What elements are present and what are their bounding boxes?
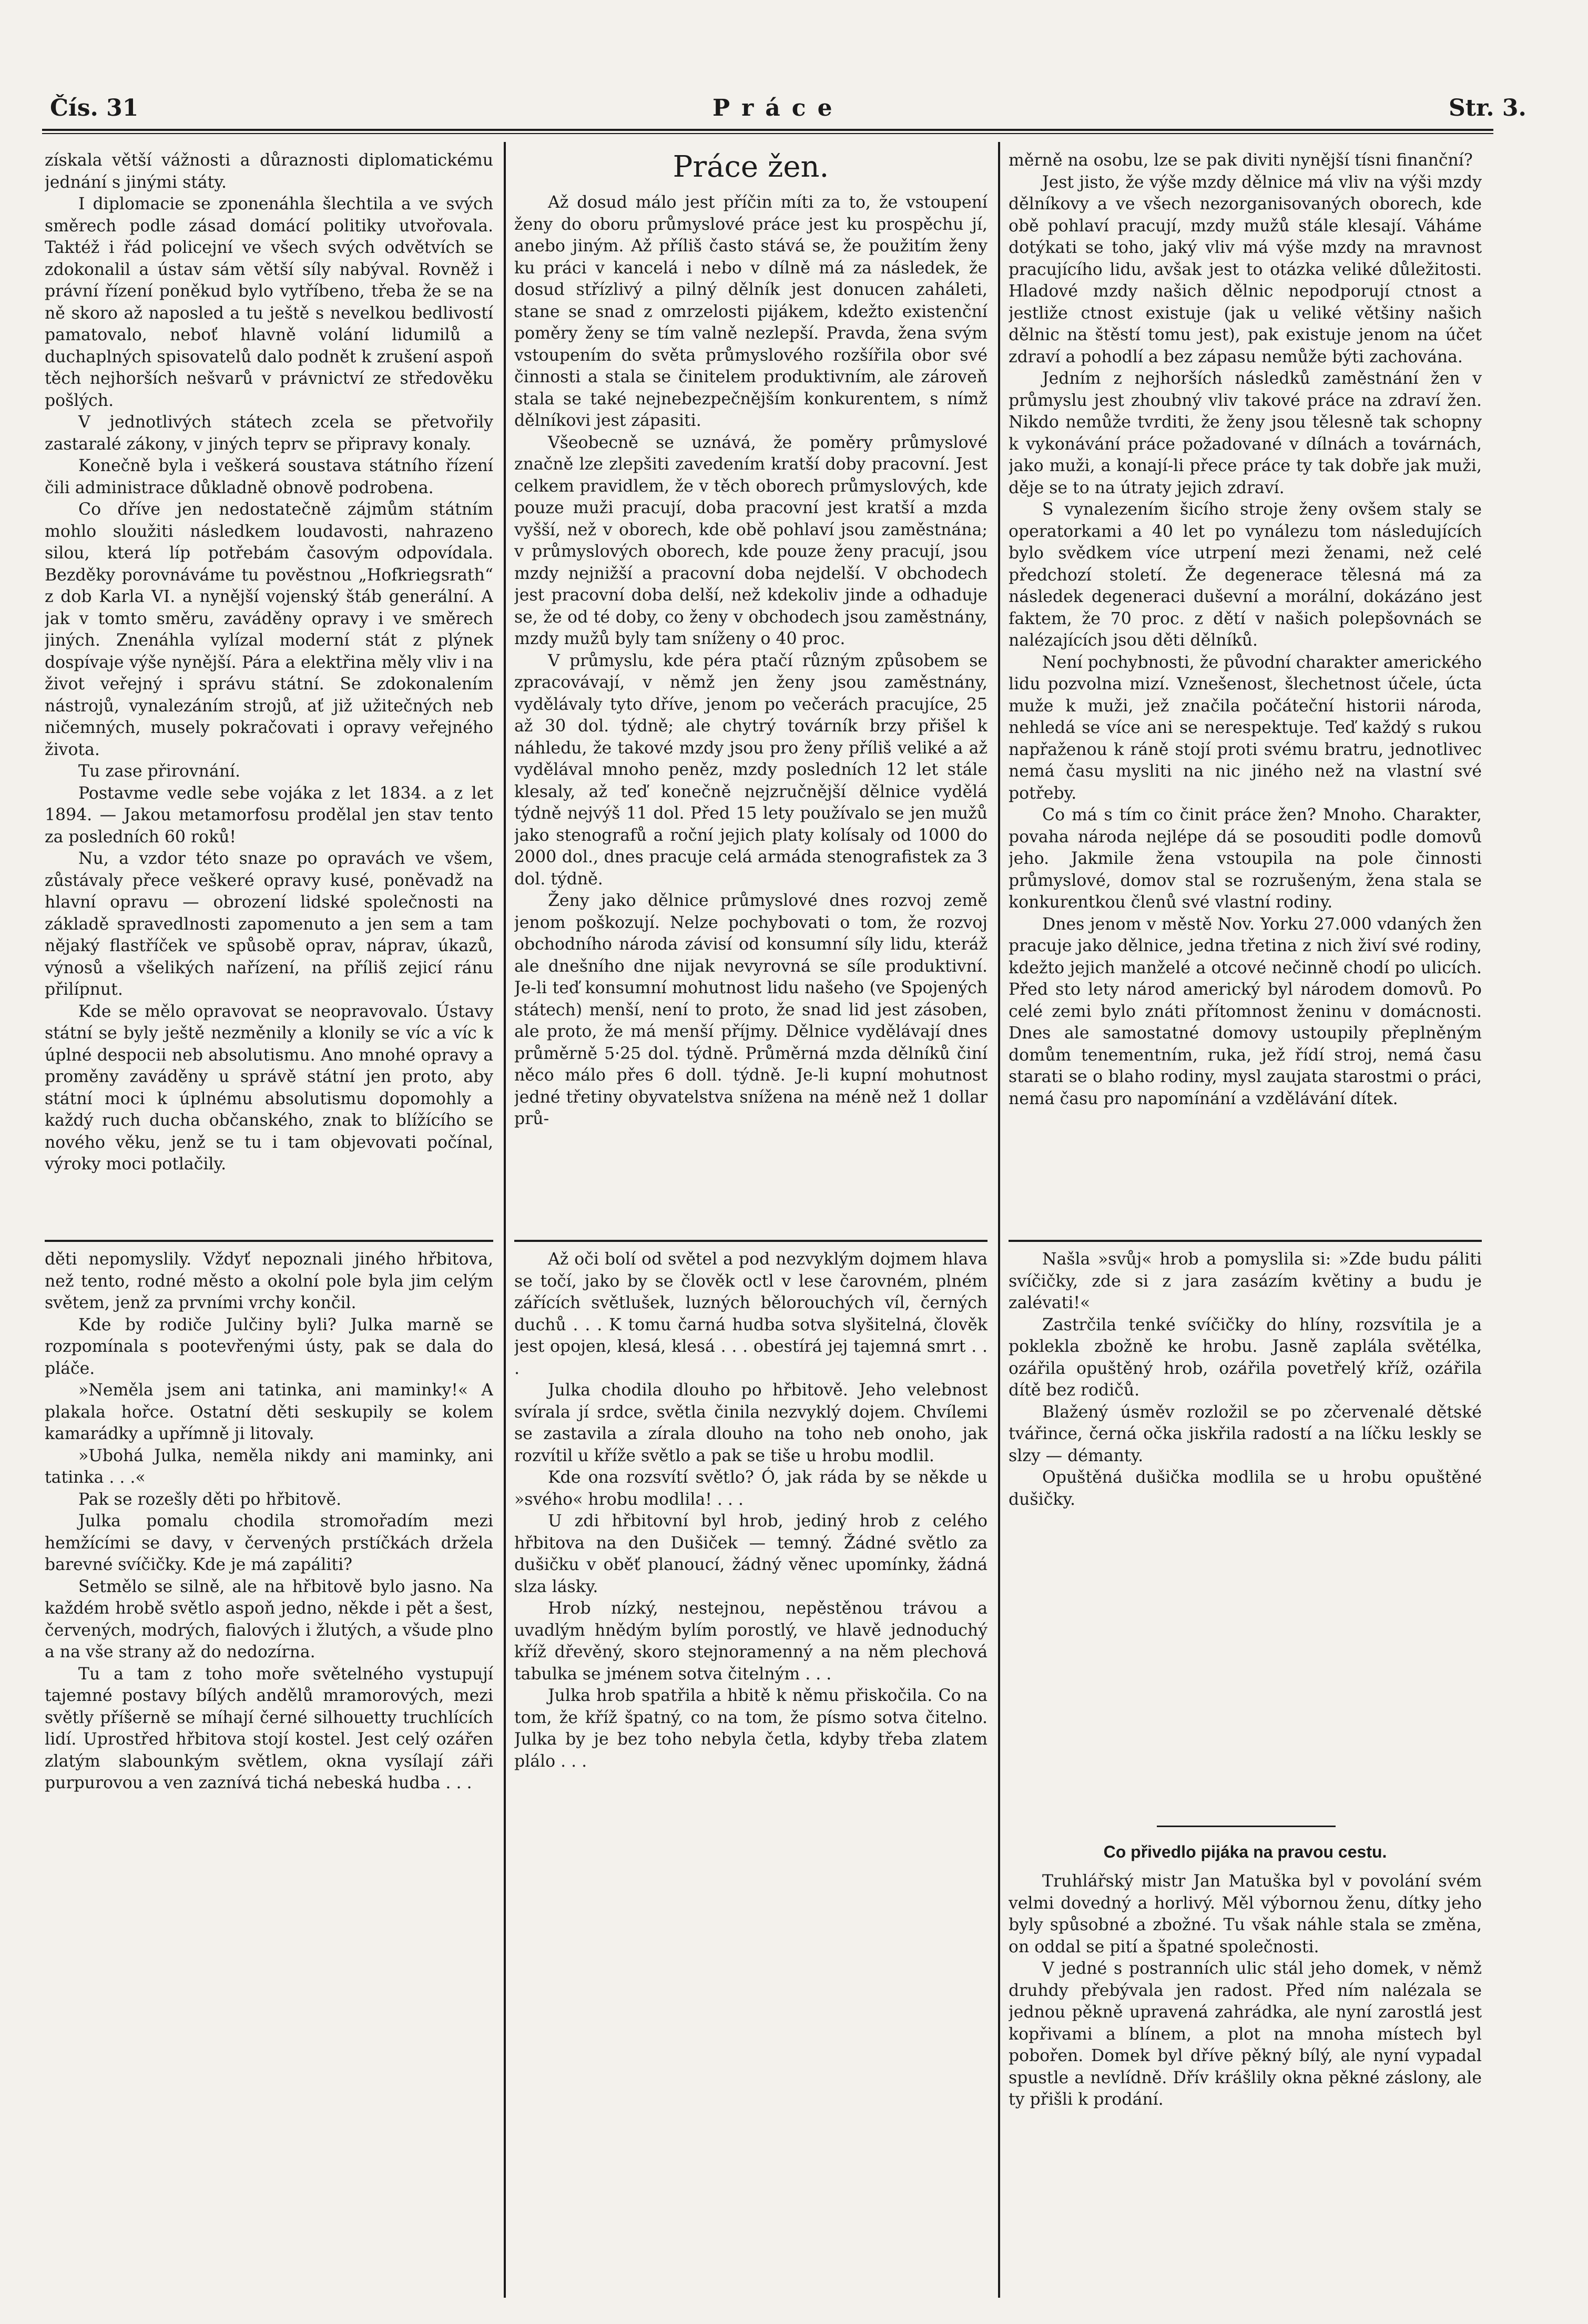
paragraph: V průmyslu, kde péra ptačí různým způsobem se zpracovávají, v němž jen ženy jsou zaměstnány, vydělávaly tyto dříve, jenom po večerách pracujíce, 25 až 30 dol. týdně; ale chytrý továrník brzy přišel k náhledu, že takové mzdy jsou pro ženy příliš veliké a až vydělával mnoho peněz, mzdy posledních 12 let stále klesaly, až teď konečně nejzručnější dělnice vydělá týdně nejvýš 11 dol. Před 15 lety používalo se jen mužů jako stenografů a roční jejich platy kolísaly od 1000 do 2000 dol., dnes pracuje celá armáda stenografistek za 3 dol. týdně.	[514, 651, 988, 889]
column-2-top	[514, 150, 988, 1233]
paragraph: měrně na osobu, lze se pak diviti nynější tísni finanční?	[1009, 151, 1473, 170]
column-divider-2	[998, 142, 1000, 2298]
paragraph: Hrob nízký, nestejnou, nepěstěnou trávou a uvadlým hnědým bylím porostlý, ve hlavě jednoduchý kříž dřevěný, skoro stejnoramenný a na něm plechová tabulka se jménem sotva čitelným . . .	[514, 1599, 988, 1684]
story-column	[1009, 1840, 1482, 2295]
section-rule-2	[514, 1240, 988, 1242]
paragraph: Jest jisto, že výše mzdy dělnice má vliv na výši mzdy dělníkovy a ve všech nezorganisovaných oborech, kde obě pohlaví pracují, mzdy mužů stále klesají. Váháme dotýkati se toho, jaký vliv má výše mzdy na mravnost pracujícího lidu, avšak jest to otázka veliké důležitosti. Hladové mzdy našich dělnic nepodporují ctnost a jestliže ctnost existuje (jak u veliké většiny našich dělnic na štěstí tomu jest), pak existuje jenom na účet zdraví a pohodlí a bez zápasu nemůže býti zachována.	[1009, 172, 1482, 366]
paragraph: S vynalezením šicího stroje ženy ovšem staly se operatorkami a 40 let po vynálezu tom následujících bylo svědkem více utrpení mezi ženami, než celé předchozí století. Že degenerace tělesná má za následek degeneraci duševní a morální, dokázáno jest faktem, že 70 proc. z dětí v našich polepšovnách se nalézajících jsou děti dělníků.	[1009, 500, 1482, 650]
paragraph: Až oči bolí od světel a pod nezvyklým dojmem hlava se točí, jako by se člověk octl v lese čarovném, plném zářících světlušek, luzných bělorouchých víl, černých duchů . . . K tomu čarná hudba sotva slyšitelná, člověk jest opojen, klesá, klesá . . . obestírá jej tajemná smrt . . .	[514, 1250, 988, 1378]
paragraph: Dnes jenom v městě Nov. Yorku 27.000 vdaných žen pracuje jako dělnice, jedna třetina z nich živí své rodiny, kdežto jejich manželé a otcové nečinně chodí po ulicích. Před sto lety národ americký byl národem domovů. Po celé zemi bylo znáti přítomnost ženinu v domácnosti. Dnes ale samostatné domovy ustoupily přeplněným domům tenementním, ruka, jež řídí stroj, nemá času starati se o blaho rodiny, mysl zaujata starostmi o práci, nemá času pro napomínání a vzdělávání dítek.	[1009, 914, 1482, 1108]
column-1-top	[45, 150, 493, 1233]
paragraph: V jedné s postranních ulic stál jeho domek, v němž druhdy přebývala jen radost. Před ním nalézala se jednou pěkně upravená zahrádka, ale nyní zarostlá jest kopřivami a blínem, a plot na mnoha místech byl pobořen. Domek byl dříve pěkný bílý, ale nyní vypadal spustle a nevlídně. Dřív krášlily okna pěkné záslony, ale ty přišli k prodání.	[1009, 1959, 1482, 2109]
header-rule-thin	[42, 133, 1493, 134]
paragraph: Kde by rodiče Julčiny byli? Julka marně se rozpomínala s pootevřenými ústy, pak se dala do pláče.	[45, 1315, 493, 1378]
column-divider-1	[504, 142, 506, 2298]
story-title: Co přivedlo pijáka na pravou cestu.	[1103, 1842, 1387, 1861]
paragraph: Všeobecně se uznává, že poměry průmyslové značně lze zlepšiti zavedením kratší doby pracovní. Jest celkem pravidlem, že v těch oborech průmyslových, kde pouze muži pracují, doba pracovní jest kratší a mzda vyšší, než v oborech, kde obě pohlaví jsou zaměstnána; v průmyslových oborech, kde pouze ženy pracují, jsou mzdy nejnižší a pracovní doba nejdelší. V obchodech jest pracovní doba delší, než kdekoliv jinde a odhaduje se, že od té doby, co ženy v obchodech jsou zaměstnány, mzdy mužů byly tam sníženy o 40 proc.	[514, 433, 988, 648]
paragraph: Truhlářský mistr Jan Matuška byl v povolání svém velmi dovedný a horlivý. Měl výbornou ženu, dítky jeho byly spůsobné a zbožné. Tu však náhle stala se změna, on oddal se pití a špatné společnosti.	[1009, 1872, 1482, 1956]
paragraph: Julka hrob spatřila a hbitě k němu přiskočila. Co na tom, že kříž špatný, co na tom, že písmo sotva čitelno. Julka by je bez toho nebyla četla, kdyby třeba zlatem plálo . . .	[514, 1686, 988, 1771]
paragraph: Opuštěná dušička modlila se u hrobu opuštěné dušičky.	[1009, 1468, 1482, 1509]
paragraph: »Ubohá Julka, neměla nikdy ani maminky, ani tatinka . . .«	[45, 1446, 493, 1487]
header-rule	[42, 129, 1493, 131]
paragraph: získala větší vážnosti a důraznosti diplomatickému jednání s jinými státy.	[45, 151, 493, 192]
paragraph: Není pochybnosti, že původní charakter amerického lidu pozvolna mizí. Vznešenost, šlechetnost účele, úcta muže k muži, jež značila počáteční historii národa, nehledá se více ani se nerespektuje. Teď každý s rukou napřaženou k ráně stojí proti svému bratru, jednotlivec nemá času mysliti na nic jiného než na vlastní své potřeby.	[1009, 653, 1482, 803]
paragraph: Postavme vedle sebe vojáka z let 1834. a z let 1894. — Jakou metamorfosu prodělal jen stav tento za posledních 60 roků!	[45, 783, 493, 847]
masthead: Práce	[712, 95, 844, 121]
paragraph: Nu, a vzdor této snaze po opravách ve všem, zůstávaly přece veškeré opravy kusé, poněvadž na hlavní opravu — obrození lidské společnosti na základě spravedlnosti zapomenuto a jen sem a tam nějaký flastříček ve spůsobě oprav, náprav, úkazů, výnosů a všelikých nařízení, na příliš zejicí ránu přilípnut.	[45, 849, 493, 999]
paragraph: Blažený úsměv rozložil se po zčervenalé dětské tvářince, černá očka jiskřila radostí a na líčku leskly se slzy — démanty.	[1009, 1402, 1482, 1465]
section-rule-1	[45, 1240, 493, 1242]
paragraph: »Neměla jsem ani tatinka, ani maminky!« A plakala hořce. Ostatní děti seskupily se kolem kamarádky a upřímně ji litovaly.	[45, 1381, 493, 1443]
paragraph: Zastrčila tenké svíčičky do hlíny, rozsvítila je a poklekla zbožně ke hrobu. Jasně zaplála světélka, ozářila opuštěný hrob, ozářila povetřelý kříž, ozářila dítě bez rodičů.	[1009, 1315, 1482, 1400]
issue-number: Čís. 31	[50, 95, 139, 121]
paragraph: I diplomacie se zponenáhla šlechtila a ve svých směrech podle zásad domácí politiky utvořovala. Taktéž i řád policejní ve všech svých odvětvích se zdokonalil a ústav sám větší síly nabýval. Rovněž i právní řízení poněkud bylo vytříbeno, třeba že se na ně skoro až naposled a tu ještě s nevelkou bedlivostí pamatovalo, neboť hlavně volání lidumilů a duchaplných spisovatelů dalo podnět k zrušení aspoň těch nejhorších nešvarů v právnictví ze středověku pošlých.	[45, 195, 493, 410]
paragraph: Ženy jako dělnice průmyslové dnes rozvoj země jenom poškozují. Nelze pochybovati o tom, že rozvoj obchodního národa závisí od konsumní síly lidu, kteráž ale dnešního dne nijak nevyrovná se síle produktivní. Je-li teď konsumní mohutnost lidu našeho (ve Spojených státech) menší, není to proto, že snad lid jest zásoben, ale proto, že má menší příjmy. Dělnice vydělávají dnes průměrně 5·25 dol. týdně. Průměrná mzda dělníků činí něco málo přes 6 doll. týdně. Je-li kupní mohutnost jedné třetiny obyvatelstva snížena na méně než 1 dollar prů-	[514, 891, 988, 1128]
paragraph: Jedním z nejhorších následků zaměstnání žen v průmyslu jest zhoubný vliv takové práce na zdraví žen. Nikdo nemůže tvrditi, že ženy jsou tělesně tak schopny k vykonávání práce požadované v dílnách a továrnách, jako muži, a konají-li přece práce ty tak dobře jak muži, děje se to na útraty jejich zdraví.	[1009, 369, 1482, 497]
paragraph: Co dříve jen nedostatečně zájmům státním mohlo sloužiti následkem loudavosti, nahrazeno silou, která líp potřebám časovým odpovídala. Bezděky porovnáváme tu pověstnou „Hofkriegsrath“ z dob Karla VI. a nynější vojenský štáb generální. A jak v tomto směru, zaváděny opravy i ve směrech jiných. Znenáhla vylízal moderní stát z plýnek dospívaje výše nynější. Pára a elektřina měly vliv i na život veřejný i správu státní. Se zdokonalením nástrojů, vynalezáním strojů, ať již užitečných neb ničemných, musely pokračovati i opravy veřejného života.	[45, 500, 493, 759]
article-title: Práce žen.	[673, 150, 829, 184]
paragraph: Co má s tím co činit práce žen? Mnoho. Charakter, povaha národa nejlépe dá se posouditi podle domovů jeho. Jakmile žena vstoupila na pole činnosti průmyslové, domov stal se rozrušeným, žena stala se konkurentkou členů své vlastní rodiny.	[1009, 806, 1482, 912]
story-separator	[1157, 1826, 1336, 1827]
column-1-bottom	[45, 1249, 493, 2295]
column-3-bottom	[1009, 1249, 1482, 1817]
paragraph: Konečně byla i veškerá soustava státního řízení čili administrace důkladně obnově podrobena.	[45, 456, 493, 497]
paragraph: Tu zase přirovnání.	[78, 762, 241, 781]
column-2-bottom	[514, 1249, 988, 2295]
paragraph: Julka chodila dlouho po hřbitově. Jeho velebnost svírala jí srdce, světla činila nezvyklý dojem. Chvílemi se zastavila a zírala dlouho na toho neb onoho, jak rozvítil u kříže světlo a pak se tiše u hrobu modlil.	[514, 1381, 988, 1465]
paragraph: Julka pomalu chodila stromořadím mezi hemžícími se davy, v červených prstíčkách držela barevné svíčičky. Kde je má zapáliti?	[45, 1512, 493, 1574]
paragraph: Až dosud málo jest příčin míti za to, že vstoupení ženy do oboru průmyslové práce jest ku prospěchu jí, anebo jiným. Až příliš často stává se, že použitím ženy ku práci v kancelá i nebo v dílně má za následek, že dosud střízlivý a pilný dělník jest donucen zaháleti, stane se snad z omrzelosti pijákem, kdežto existenční poměry ženy se tím valně nezlepší. Pravda, žena svým vstoupením do světa průmyslového rozšířila obor své činnosti a stala se činitelem produktivním, ale zároveň stala se také nejnebezpečnějším konkurentem, s nímž dělníkovi jest zápasiti.	[514, 193, 988, 430]
paragraph: Setmělo se silně, ale na hřbitově bylo jasno. Na každém hrobě světlo aspoň jedno, někde i pět a šest, červených, modrých, fialových i žlutých, a všude plno a na vše strany až do nedozírna.	[45, 1577, 493, 1662]
section-rule-3	[1009, 1240, 1482, 1242]
column-3-top	[1009, 150, 1482, 1233]
paragraph: Pak se rozešly děti po hřbitově.	[78, 1490, 342, 1509]
paragraph: U zdi hřbitovní byl hrob, jediný hrob z celého hřbitova na den Dušiček — temný. Žádné světlo za dušičku v oběť planoucí, žádný věnec upomínky, žádná slza lásky.	[514, 1512, 988, 1596]
paragraph: Tu a tam z toho moře světelného vystupují tajemné postavy bílých andělů mramorových, mezi světly příšerně se míhají černé silhouetty truchlících lidí. Uprostřed hřbitova stojí kostel. Jest celý ozářen zlatým slabounkým světlem, okna vysílají záři purpurovou a ven zaznívá tichá nebeská hudba . . .	[45, 1664, 493, 1792]
paragraph: Kde se mělo opravovat se neopravovalo. Ústavy státní se byly ještě nezměnily a klonily se víc a víc k úplné despocii neb absolutismu. Ano mnohé opravy a proměny zaváděny u správě státní jen proto, aby státní moci k úplnému absolutismu dopomohly a každý ruch ducha občanského, znak to blížícího se nového věku, jenž se tu i tam objevovati počínal, výroky moci potlačily.	[45, 1002, 493, 1174]
paragraph: V jednotlivých státech zcela se přetvořily zastaralé zákony, v jiných teprv se připravy konaly.	[45, 413, 493, 454]
paragraph: děti nepomyslily. Vždyť nepoznali jiného hřbitova, než tento, rodné město a okolní pole byla jim celým světem, jenž za prvními vrchy končil.	[45, 1250, 493, 1312]
paragraph: Našla »svůj« hrob a pomyslila si: »Zde budu páliti svíčičky, zde si z jara zasázím květiny a budu je zalévati!«	[1009, 1250, 1482, 1312]
page-number: Str. 3.	[1449, 95, 1526, 121]
paragraph: Kde ona rozsvítí světlo? Ó, jak ráda by se někde u »svého« hrobu modlila! . . .	[514, 1468, 988, 1509]
